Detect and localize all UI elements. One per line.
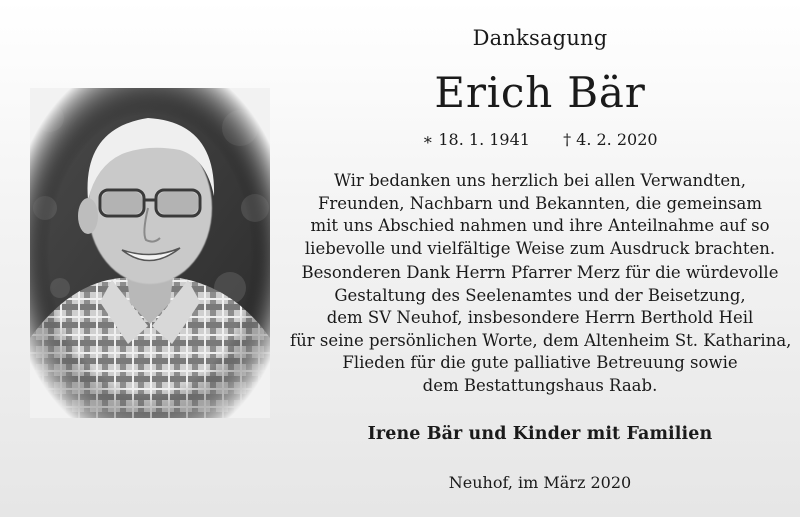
life-dates xyxy=(290,130,790,149)
thanks-line: mit uns Abschied nahmen und ihre Anteilnahme auf so xyxy=(310,216,770,235)
thanks-paragraph xyxy=(290,170,790,260)
birth-date: ∗ 18. 1. 1941 xyxy=(422,130,530,149)
signer-line: Irene Bär und Kinder mit Familien xyxy=(367,424,713,444)
notice-heading: Danksagung xyxy=(472,26,608,50)
text-column xyxy=(290,0,790,517)
death-date: † 4. 2. 2020 xyxy=(563,130,658,149)
portrait-photo xyxy=(30,88,270,418)
deceased-name: Erich Bär xyxy=(434,68,646,117)
portrait-photo-icon xyxy=(30,88,270,418)
special-thanks-line: Gestaltung des Seelenamtes und der Beisetzung, xyxy=(334,285,746,305)
special-thanks-line: dem Bestattungshaus Raab. xyxy=(422,375,658,395)
special-thanks-line: für seine persönlichen Worte, dem Altenheim St. Katharina, xyxy=(290,330,792,350)
place-date: Neuhof, im März 2020 xyxy=(448,473,632,492)
special-thanks-line: Flieden für die gute palliative Betreuung sowie xyxy=(342,353,738,372)
thanks-line: liebevolle und vielfältige Weise zum Ausdruck brachten. xyxy=(304,238,776,258)
special-thanks-line: dem SV Neuhof, insbesondere Herrn Berthold Heil xyxy=(326,308,754,327)
special-thanks-line: Besonderen Dank Herrn Pfarrer Merz für die würdevolle xyxy=(301,263,779,282)
thanks-line: Wir bedanken uns herzlich bei allen Verwandten, xyxy=(333,171,747,190)
special-thanks-paragraph xyxy=(290,262,790,397)
thanks-line: Freunden, Nachbarn und Bekannten, die gemeinsam xyxy=(317,193,763,213)
